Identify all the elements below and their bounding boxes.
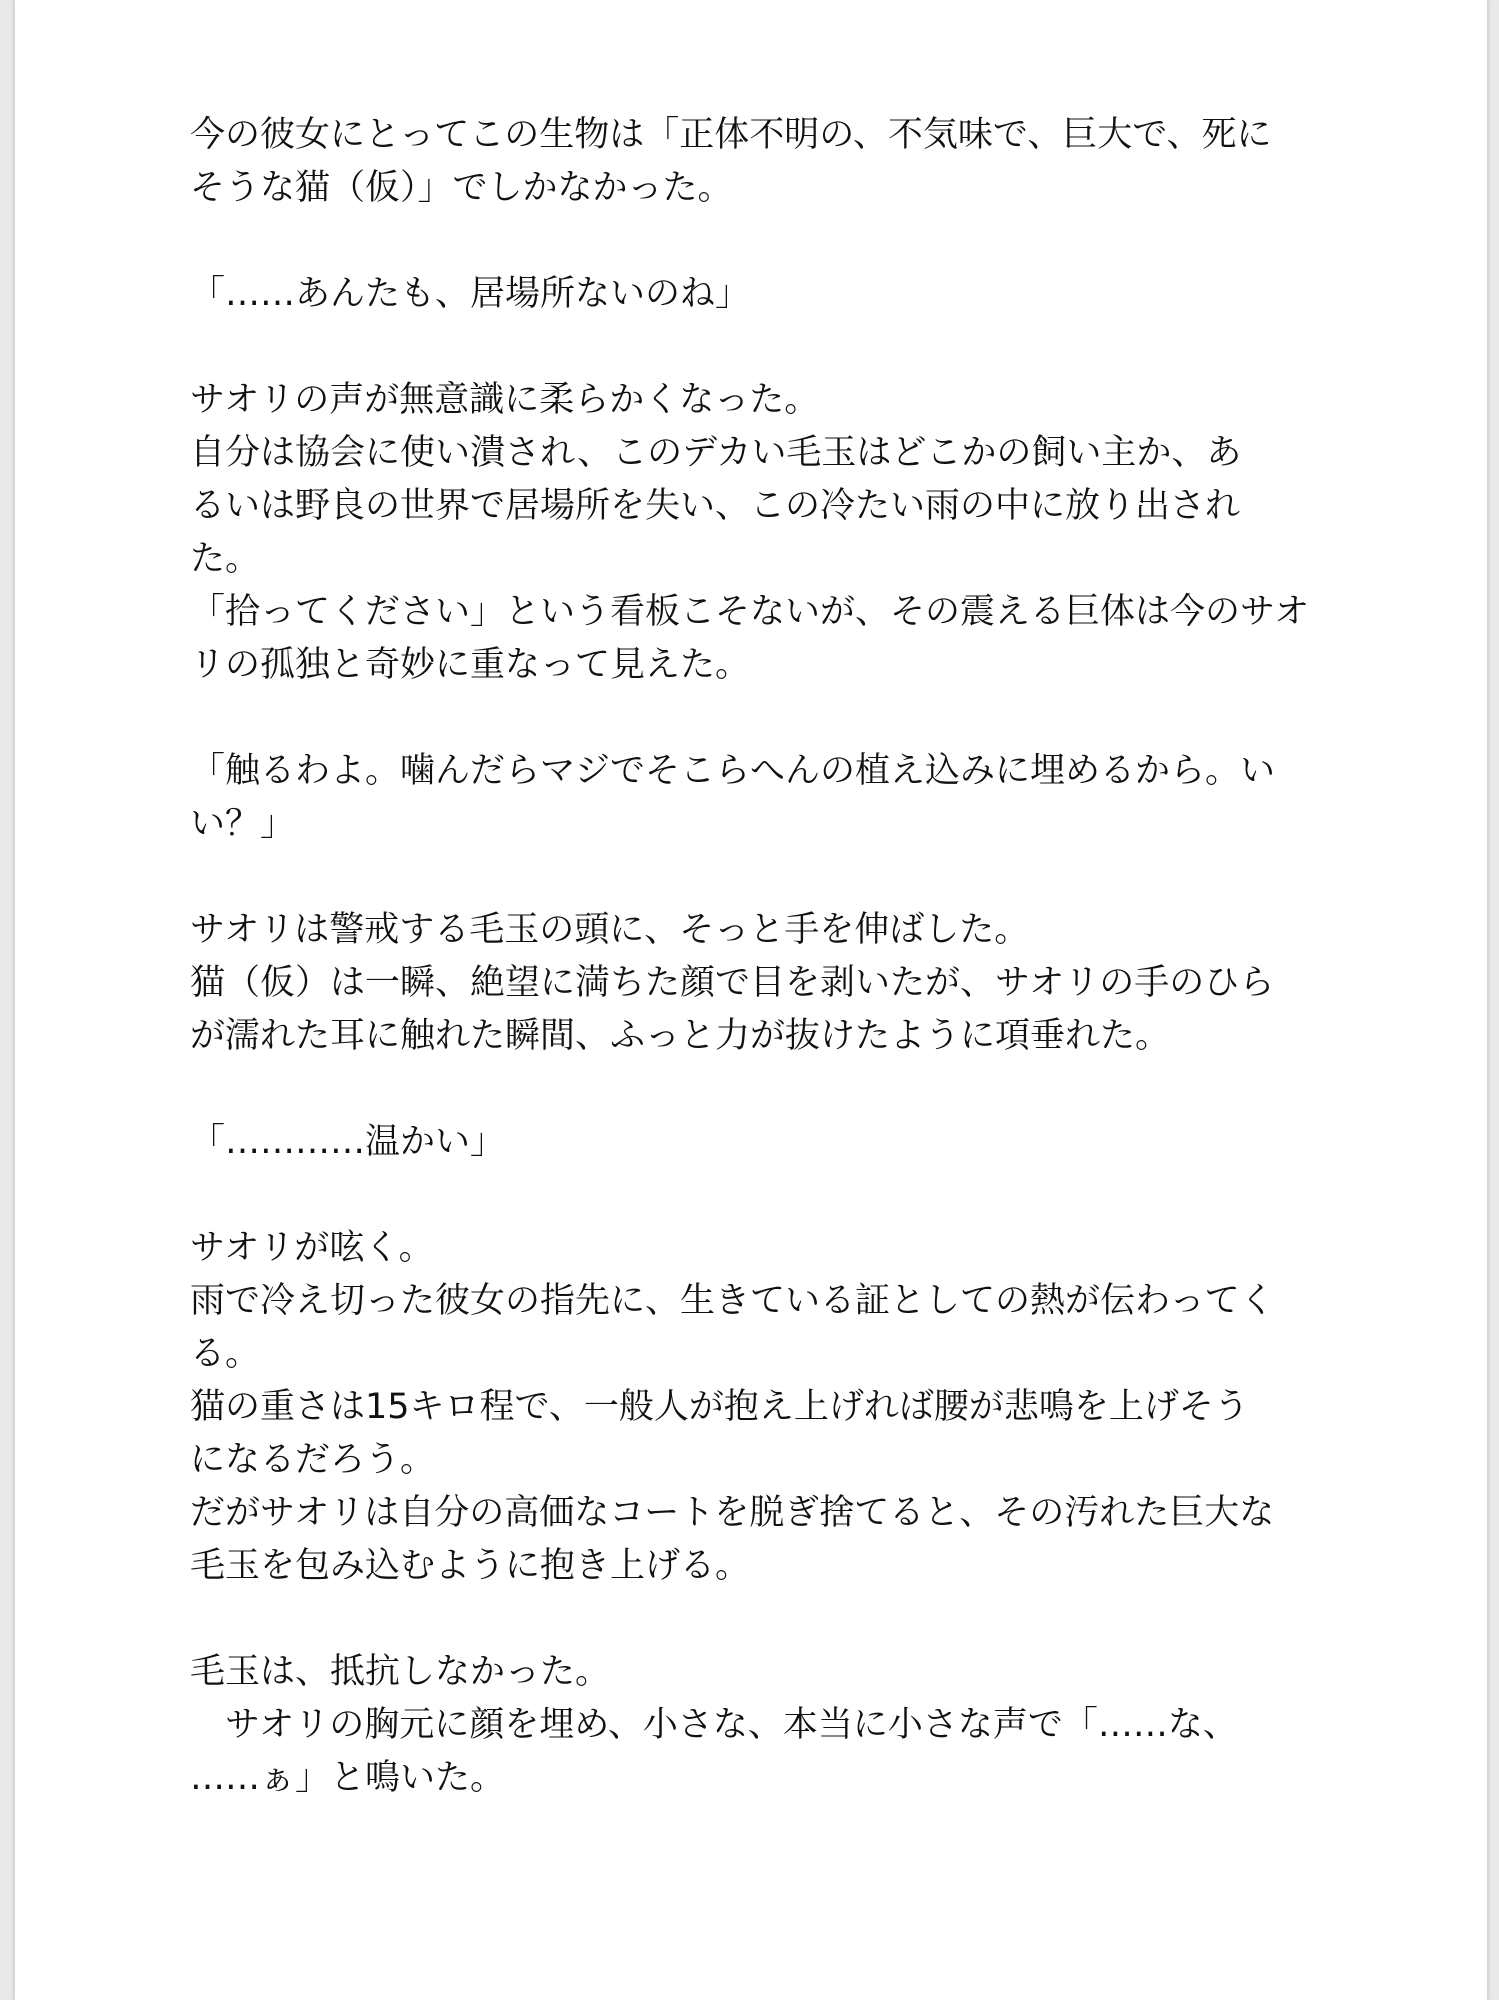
- text-line: 猫の重さは15キロ程で、一般人が抱え上げれば腰が悲鳴を上げそう: [190, 1387, 1249, 1427]
- blank-line: [190, 1169, 1340, 1222]
- text-line: ……ぁ」と鳴いた。: [190, 1758, 506, 1798]
- text-line: る。: [190, 1334, 261, 1374]
- text-line: サオリの胸元に顔を埋め、小さな、本当に小さな声で「……な、: [190, 1705, 1238, 1745]
- text-line: 雨で冷え切った彼女の指先に、生きている証としての熱が伝わってく: [190, 1281, 1275, 1321]
- text-line: が濡れた耳に触れた瞬間、ふっと力が抜けたように項垂れた。: [190, 1016, 1171, 1056]
- blank-line: [190, 1593, 1340, 1646]
- text-line: 「拾ってください」という看板こそないが、その震える巨体は今のサオ: [190, 592, 1310, 632]
- blank-line: [190, 851, 1340, 904]
- text-line: るいは野良の世界で居場所を失い、この冷たい雨の中に放り出され: [190, 486, 1241, 526]
- text-line: い？」: [190, 804, 296, 844]
- text-line: 「…………温かい」: [190, 1122, 506, 1162]
- text-line: サオリが呟く。: [190, 1228, 434, 1268]
- text-line: 毛玉は、抵抗しなかった。: [190, 1652, 611, 1692]
- blank-line: [190, 692, 1340, 745]
- text-line: リの孤独と奇妙に重なって見えた。: [190, 645, 751, 685]
- blank-line: [190, 321, 1340, 374]
- text-line: た。: [190, 539, 261, 579]
- text-line: サオリの声が無意識に柔らかくなった。: [190, 380, 820, 420]
- text-line: 「……あんたも、居場所ないのね」: [190, 274, 751, 314]
- text-line: サオリは警戒する毛玉の頭に、そっと手を伸ばした。: [190, 910, 1030, 950]
- text-line: 毛玉を包み込むように抱き上げる。: [190, 1546, 751, 1586]
- text-line: そうな猫（仮）」でしかなかった。: [190, 168, 733, 208]
- text-line: 今の彼女にとってこの生物は「正体不明の、不気味で、巨大で、死に: [190, 115, 1272, 155]
- text-line: 「触るわよ。噛んだらマジでそこらへんの植え込みに埋めるから。い: [190, 751, 1276, 791]
- text-line: だがサオリは自分の高価なコートを脱ぎ捨てると、その汚れた巨大な: [190, 1493, 1275, 1533]
- text-line: 猫（仮）は一瞬、絶望に満ちた顔で目を剥いたが、サオリの手のひら: [190, 963, 1275, 1003]
- document-body: [190, 109, 1340, 1805]
- text-line: になるだろう。: [190, 1440, 436, 1480]
- blank-line: [190, 215, 1340, 268]
- document-page: [14, 0, 1488, 2000]
- text-line: 自分は協会に使い潰され、このデカい毛玉はどこかの飼い主か、あ: [190, 433, 1242, 473]
- blank-line: [190, 1063, 1340, 1116]
